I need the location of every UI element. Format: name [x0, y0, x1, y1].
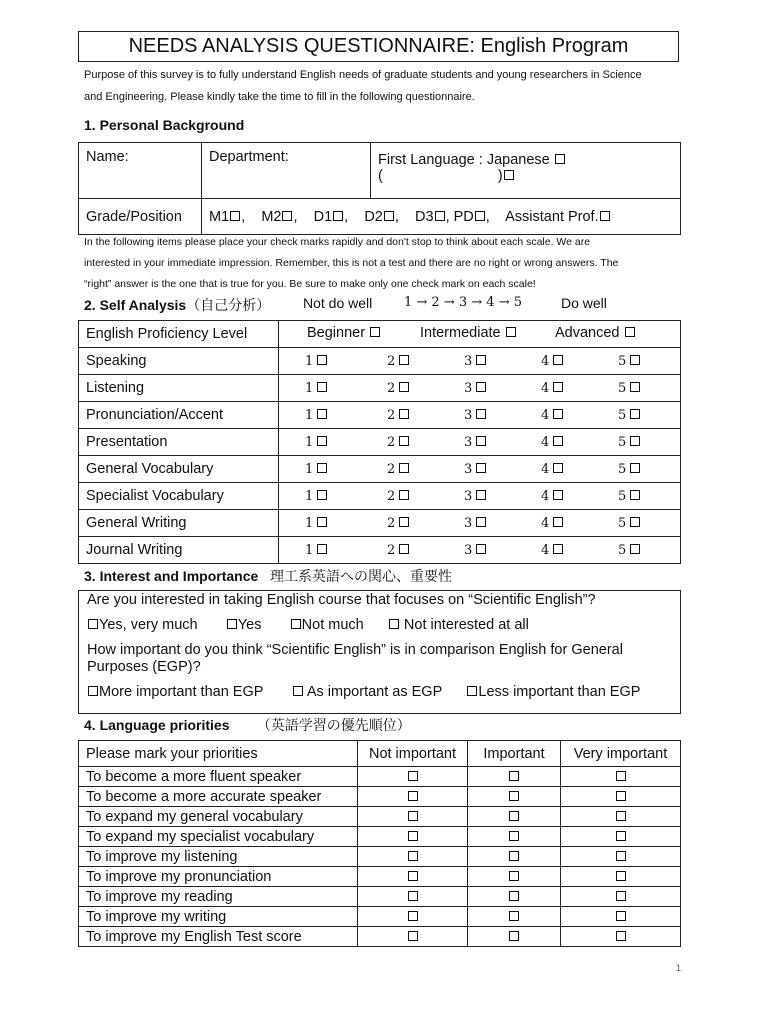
scale-option: [464, 542, 487, 558]
skill-row: [79, 348, 681, 375]
scale-number: 1: [305, 516, 314, 531]
priority-cell: [468, 767, 561, 787]
proficiency-level-options: [279, 321, 681, 348]
scale-option: [387, 461, 410, 477]
grade-d1: D1: [313, 208, 333, 225]
level-advanced: Advanced: [555, 325, 620, 341]
scale-number: 3: [464, 435, 473, 450]
scale-checkbox[interactable]: [476, 355, 486, 365]
scale-option: [541, 407, 564, 423]
priority-cell: [358, 767, 468, 787]
priority-row: [79, 847, 681, 867]
scale-number: 1: [305, 381, 314, 396]
scale-option: [618, 542, 641, 558]
priority-label: To improve my English Test score: [79, 927, 358, 947]
scale-checkbox[interactable]: [399, 490, 409, 500]
purpose-line-2: and Engineering. Please kindly take the time to fill in the following questionnaire.: [84, 91, 475, 103]
q1-yes-very-much-checkbox[interactable]: [88, 619, 98, 629]
priority-cell: [561, 767, 681, 787]
priorities-header-important: Important: [468, 741, 561, 767]
priority-label: To become a more accurate speaker: [79, 787, 358, 807]
priority-checkbox[interactable]: [408, 911, 418, 921]
scale-checkbox[interactable]: [399, 436, 409, 446]
priority-checkbox[interactable]: [616, 791, 626, 801]
scale-number: 5: [618, 408, 627, 423]
scale-checkbox[interactable]: [476, 436, 486, 446]
scale-checkbox[interactable]: [553, 382, 563, 392]
priority-cell: [561, 807, 681, 827]
scale-checkbox[interactable]: [630, 463, 640, 473]
priority-cell: [561, 927, 681, 947]
instructions-line-1: In the following items please place your check marks rapidly and don't stop to think about each scale. We are: [84, 236, 591, 248]
scale-checkbox[interactable]: [476, 409, 486, 419]
scale-number: 2: [387, 408, 396, 423]
q2-more-important: More important than EGP: [99, 684, 264, 700]
priority-checkbox[interactable]: [408, 791, 418, 801]
level-intermediate: Intermediate: [420, 325, 501, 341]
scale-number: 2: [387, 381, 396, 396]
section3-heading-jp: 理工系英語への関心、重要性: [269, 568, 452, 584]
scale-checkbox[interactable]: [476, 544, 486, 554]
name-label: Name:: [86, 149, 129, 165]
section2-heading-jp: （自己分析）: [186, 297, 271, 313]
q1-not-much: Not much: [301, 617, 364, 633]
section3-heading: 3. Interest and Importance: [84, 568, 259, 584]
priority-checkbox[interactable]: [509, 771, 519, 781]
scale-checkbox[interactable]: [399, 355, 409, 365]
scale-option: [387, 488, 410, 504]
priority-cell: [468, 807, 561, 827]
scale-checkbox[interactable]: [630, 436, 640, 446]
priority-label: To expand my general vocabulary: [79, 807, 358, 827]
scale-number: 3: [464, 462, 473, 477]
level-beginner: Beginner: [307, 325, 366, 341]
scale-number: 5: [618, 354, 627, 369]
scale-option: [464, 380, 487, 396]
priority-row: [79, 787, 681, 807]
scale-checkbox[interactable]: [399, 409, 409, 419]
priority-checkbox[interactable]: [408, 871, 418, 881]
skill-row: [79, 483, 681, 510]
q2-as-important-checkbox[interactable]: [293, 686, 303, 696]
q2-less-important: Less important than EGP: [478, 684, 641, 700]
skill-scale: [279, 510, 681, 537]
scale-number: 3: [464, 381, 473, 396]
personal-background-table: [78, 142, 681, 235]
section4-heading-jp: （英語学習の優先順位）: [256, 717, 411, 733]
priority-checkbox[interactable]: [616, 831, 626, 841]
scale-number: 4: [541, 408, 550, 423]
skill-label: Pronunciation/Accent: [79, 402, 279, 429]
q2-more-important-checkbox[interactable]: [88, 686, 98, 696]
priority-checkbox[interactable]: [616, 931, 626, 941]
priorities-header-very-important: Very important: [561, 741, 681, 767]
priority-cell: [468, 827, 561, 847]
q1-yes: Yes: [237, 617, 262, 633]
interest-q2-options: [87, 684, 640, 700]
scale-number: 5: [618, 543, 627, 558]
scale-checkbox[interactable]: [553, 409, 563, 419]
scale-option: [305, 434, 328, 450]
scale-option: [464, 461, 487, 477]
scale-checkbox[interactable]: [553, 517, 563, 527]
scale-checkbox[interactable]: [399, 544, 409, 554]
scale-checkbox[interactable]: [317, 409, 327, 419]
scale-option: [387, 542, 410, 558]
scale-number: 2: [387, 435, 396, 450]
scale-option: [464, 434, 487, 450]
scale-sequence: 1 → 2 → 3 → 4 → 5: [404, 295, 522, 310]
skill-row: [79, 510, 681, 537]
scale-checkbox[interactable]: [317, 436, 327, 446]
scale-checkbox[interactable]: [553, 463, 563, 473]
name-field[interactable]: [79, 143, 202, 199]
priority-label: To improve my pronunciation: [79, 867, 358, 887]
priority-row: [79, 767, 681, 787]
scale-checkbox[interactable]: [553, 355, 563, 365]
scale-number: 4: [541, 516, 550, 531]
priority-label: To improve my reading: [79, 887, 358, 907]
purpose-line-1: Purpose of this survey is to fully understand English needs of graduate students and young researchers in Science: [84, 69, 642, 81]
skill-scale: [279, 348, 681, 375]
priority-cell: [561, 887, 681, 907]
scale-checkbox[interactable]: [553, 490, 563, 500]
scale-number: 1: [305, 354, 314, 369]
interest-box: [78, 590, 681, 714]
scale-checkbox[interactable]: [630, 544, 640, 554]
scale-option: [541, 461, 564, 477]
grade-d3-checkbox[interactable]: [435, 211, 445, 221]
priority-checkbox[interactable]: [616, 811, 626, 821]
scale-number: 5: [618, 516, 627, 531]
priority-cell: [561, 847, 681, 867]
department-field[interactable]: [202, 143, 371, 199]
scale-option: [618, 515, 641, 531]
priority-cell: [358, 787, 468, 807]
scale-checkbox[interactable]: [553, 544, 563, 554]
priority-checkbox[interactable]: [408, 851, 418, 861]
priority-row: [79, 867, 681, 887]
scale-number: 1: [305, 408, 314, 423]
q2-as-important: As important as EGP: [306, 684, 443, 700]
scale-option: [541, 380, 564, 396]
scale-option: [305, 353, 328, 369]
scale-checkbox[interactable]: [630, 382, 640, 392]
scale-checkbox[interactable]: [317, 490, 327, 500]
scale-option: [387, 380, 410, 396]
scale-number: 3: [464, 354, 473, 369]
priority-cell: [468, 907, 561, 927]
first-language-label: First Language : Japanese: [378, 152, 550, 168]
scale-number: 1: [305, 462, 314, 477]
scale-number: 4: [541, 435, 550, 450]
q2-less-important-checkbox[interactable]: [467, 686, 477, 696]
q1-not-interested: Not interested at all: [403, 617, 529, 633]
priorities-header-item: Please mark your priorities: [79, 741, 358, 767]
skill-row: [79, 429, 681, 456]
scale-option: [387, 434, 410, 450]
priority-checkbox[interactable]: [408, 771, 418, 781]
q1-not-much-checkbox[interactable]: [291, 619, 301, 629]
priority-cell: [468, 927, 561, 947]
skill-scale: [279, 537, 681, 564]
priority-checkbox[interactable]: [509, 811, 519, 821]
interest-question-2-line-2: Purposes (EGP)?: [87, 659, 201, 675]
skill-row: [79, 402, 681, 429]
scale-checkbox[interactable]: [630, 490, 640, 500]
priority-cell: [561, 907, 681, 927]
scale-number: 5: [618, 489, 627, 504]
priority-checkbox[interactable]: [616, 911, 626, 921]
scale-option: [387, 353, 410, 369]
section3-heading-row: [84, 566, 452, 586]
scale-checkbox[interactable]: [317, 463, 327, 473]
scale-low-label: Not do well: [303, 295, 373, 311]
priority-checkbox[interactable]: [509, 891, 519, 901]
scale-option: [464, 353, 487, 369]
skill-label: Specialist Vocabulary: [79, 483, 279, 510]
grade-assistant-prof: Assistant Prof.: [505, 208, 599, 225]
priority-cell: [358, 827, 468, 847]
grade-d3: D3: [415, 208, 434, 225]
other-language-close: ): [497, 168, 503, 184]
priority-row: [79, 827, 681, 847]
scale-checkbox[interactable]: [317, 355, 327, 365]
skill-scale: [279, 402, 681, 429]
grade-m1-checkbox[interactable]: [230, 211, 240, 221]
proficiency-level-label: English Proficiency Level: [79, 321, 279, 348]
instructions-line-3: “right” answer is the one that is true for you. Be sure to make only one check mark on each scale!: [84, 278, 536, 290]
priority-row: [79, 887, 681, 907]
grade-m1: M1: [209, 208, 230, 225]
scale-number: 5: [618, 462, 627, 477]
scale-checkbox[interactable]: [399, 463, 409, 473]
priorities-header-not-important: Not important: [358, 741, 468, 767]
scale-option: [541, 515, 564, 531]
priority-checkbox[interactable]: [408, 931, 418, 941]
scale-number: 1: [305, 543, 314, 558]
other-language-checkbox[interactable]: [504, 170, 514, 180]
priorities-table: [78, 740, 681, 947]
scale-option: [464, 407, 487, 423]
scale-number: 3: [464, 489, 473, 504]
scale-option: [305, 542, 328, 558]
scale-high-label: Do well: [561, 295, 607, 311]
scale-number: 1: [305, 489, 314, 504]
section4-heading-row: [84, 715, 411, 735]
scale-option: [305, 488, 328, 504]
grade-assistant-prof-checkbox[interactable]: [600, 211, 610, 221]
scale-number: 3: [464, 408, 473, 423]
grade-d2: D2: [364, 208, 383, 225]
scale-option: [618, 434, 641, 450]
skill-label: General Vocabulary: [79, 456, 279, 483]
grade-d1-checkbox[interactable]: [333, 211, 343, 221]
scale-option: [541, 542, 564, 558]
priority-checkbox[interactable]: [408, 811, 418, 821]
scale-checkbox[interactable]: [553, 436, 563, 446]
priority-label: To improve my writing: [79, 907, 358, 927]
skill-scale: [279, 483, 681, 510]
page-number: 1: [676, 963, 682, 973]
skill-scale: [279, 429, 681, 456]
priority-checkbox[interactable]: [509, 831, 519, 841]
grade-pd-checkbox[interactable]: [475, 211, 485, 221]
q1-not-interested-checkbox[interactable]: [389, 619, 399, 629]
scale-checkbox[interactable]: [476, 490, 486, 500]
scale-option: [618, 461, 641, 477]
section2-heading-row: [84, 295, 704, 315]
scale-number: 2: [387, 354, 396, 369]
section1-heading: 1. Personal Background: [84, 117, 245, 133]
priority-checkbox[interactable]: [509, 931, 519, 941]
skill-scale: [279, 456, 681, 483]
scale-checkbox[interactable]: [317, 544, 327, 554]
skill-label: Journal Writing: [79, 537, 279, 564]
priority-checkbox[interactable]: [509, 911, 519, 921]
skill-label: Listening: [79, 375, 279, 402]
priority-checkbox[interactable]: [616, 891, 626, 901]
scale-checkbox[interactable]: [476, 382, 486, 392]
scale-checkbox[interactable]: [476, 517, 486, 527]
scale-checkbox[interactable]: [630, 517, 640, 527]
skill-row: [79, 537, 681, 564]
grade-m2-checkbox[interactable]: [282, 211, 292, 221]
scale-option: [464, 515, 487, 531]
scale-option: [305, 407, 328, 423]
grade-m2: M2: [261, 208, 282, 225]
q1-yes-checkbox[interactable]: [227, 619, 237, 629]
priority-label: To become a more fluent speaker: [79, 767, 358, 787]
instructions-line-2: interested in your immediate impression. Remember, this is not a test and there are no right or wrong answers. The: [84, 257, 619, 269]
level-intermediate-checkbox[interactable]: [506, 327, 516, 337]
section4-heading: 4. Language priorities: [84, 717, 230, 733]
scale-option: [305, 380, 328, 396]
priority-row: [79, 807, 681, 827]
scale-option: [305, 515, 328, 531]
scale-number: 2: [387, 543, 396, 558]
self-analysis-table: [78, 320, 681, 564]
scale-option: [305, 461, 328, 477]
grade-options: M1 , M2 , D1 , D2 , D3 , PD , Assistant Prof.: [202, 199, 681, 235]
first-language-field: [371, 143, 681, 199]
scale-checkbox[interactable]: [317, 382, 327, 392]
skill-row: [79, 375, 681, 402]
scale-number: 2: [387, 462, 396, 477]
priority-cell: [358, 867, 468, 887]
priority-checkbox[interactable]: [509, 851, 519, 861]
scale-checkbox[interactable]: [399, 517, 409, 527]
priority-cell: [468, 847, 561, 867]
priority-cell: [358, 807, 468, 827]
priority-cell: [358, 927, 468, 947]
scale-option: [541, 353, 564, 369]
priority-cell: [561, 867, 681, 887]
priority-checkbox[interactable]: [616, 851, 626, 861]
scale-number: 3: [464, 516, 473, 531]
priority-row: [79, 927, 681, 947]
page-title: NEEDS ANALYSIS QUESTIONNAIRE: English Program: [78, 31, 679, 62]
priority-row: [79, 907, 681, 927]
scale-number: 2: [387, 516, 396, 531]
grade-label: Grade/Position: [79, 199, 202, 235]
priority-checkbox[interactable]: [616, 871, 626, 881]
scale-number: 4: [541, 381, 550, 396]
level-beginner-checkbox[interactable]: [370, 327, 380, 337]
priority-checkbox[interactable]: [616, 771, 626, 781]
scale-option: [618, 380, 641, 396]
skill-label: Presentation: [79, 429, 279, 456]
scale-option: [618, 488, 641, 504]
scale-checkbox[interactable]: [317, 517, 327, 527]
scale-option: [541, 434, 564, 450]
scale-option: [387, 407, 410, 423]
scale-option: [464, 488, 487, 504]
scale-number: 4: [541, 354, 550, 369]
interest-question-2-line-1: How important do you think “Scientific English” is in comparison English for General: [87, 642, 623, 658]
interest-question-1: Are you interested in taking English course that focuses on “Scientific English”?: [87, 592, 596, 608]
level-advanced-checkbox[interactable]: [625, 327, 635, 337]
priority-cell: [468, 787, 561, 807]
skill-label: Speaking: [79, 348, 279, 375]
q1-yes-very-much: Yes, very much: [99, 617, 198, 633]
scale-number: 4: [541, 489, 550, 504]
scale-number: 4: [541, 543, 550, 558]
scale-number: 1: [305, 435, 314, 450]
department-label: Department:: [209, 149, 289, 165]
scale-option: [387, 515, 410, 531]
priority-cell: [358, 847, 468, 867]
priority-checkbox[interactable]: [509, 871, 519, 881]
priority-cell: [468, 887, 561, 907]
grade-d2-checkbox[interactable]: [384, 211, 394, 221]
scale-checkbox[interactable]: [630, 409, 640, 419]
scale-checkbox[interactable]: [476, 463, 486, 473]
interest-q1-options: [87, 617, 529, 633]
priority-cell: [468, 867, 561, 887]
priority-cell: [561, 827, 681, 847]
scale-checkbox[interactable]: [630, 355, 640, 365]
priority-cell: [358, 907, 468, 927]
priority-checkbox[interactable]: [509, 791, 519, 801]
scale-number: 2: [387, 489, 396, 504]
scale-number: 5: [618, 381, 627, 396]
scale-number: 3: [464, 543, 473, 558]
skill-scale: [279, 375, 681, 402]
scale-number: 4: [541, 462, 550, 477]
scale-number: 5: [618, 435, 627, 450]
grade-pd: PD: [453, 208, 474, 225]
section2-heading: 2. Self Analysis: [84, 297, 187, 313]
priority-checkbox[interactable]: [408, 831, 418, 841]
priority-cell: [561, 787, 681, 807]
priority-cell: [358, 887, 468, 907]
japanese-checkbox[interactable]: [555, 154, 565, 164]
other-language-open: (: [378, 168, 383, 184]
scale-checkbox[interactable]: [399, 382, 409, 392]
skill-label: General Writing: [79, 510, 279, 537]
priority-label: To expand my specialist vocabulary: [79, 827, 358, 847]
priority-checkbox[interactable]: [408, 891, 418, 901]
scale-option: [541, 488, 564, 504]
scale-option: [618, 407, 641, 423]
skill-row: [79, 456, 681, 483]
scale-option: [618, 353, 641, 369]
priority-label: To improve my listening: [79, 847, 358, 867]
